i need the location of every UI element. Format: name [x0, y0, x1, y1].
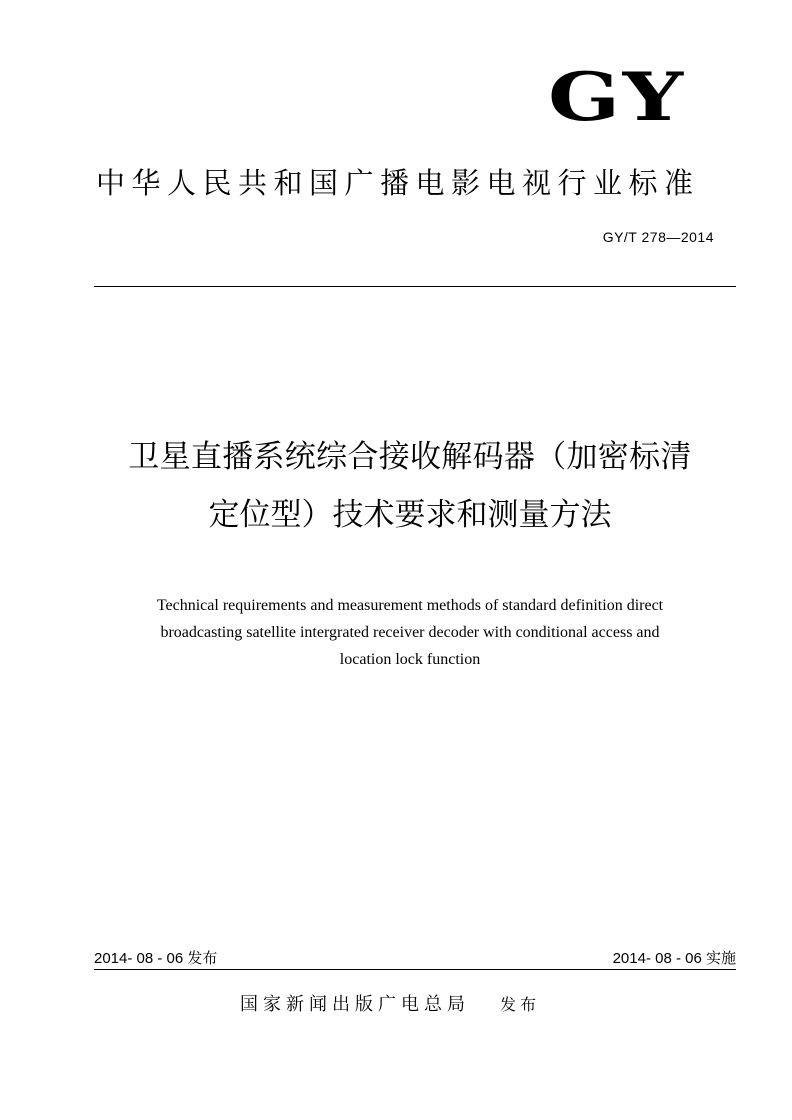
publish-label: 发布	[500, 995, 541, 1014]
implementation-date: 2014- 08 - 06 实施	[612, 950, 736, 967]
standard-number: GY/T 278—2014	[602, 229, 714, 245]
publisher-name: 国家新闻出版广电总局	[240, 994, 470, 1015]
english-title-line-3: location lock function	[339, 651, 481, 668]
english-title-line-2: broadcasting satellite intergrated receiver decoder with conditional access and	[160, 624, 660, 641]
chinese-title	[60, 428, 760, 544]
top-divider	[94, 286, 736, 287]
issue-date: 2014- 08 - 06 发布	[94, 950, 218, 967]
date-row	[94, 949, 736, 969]
publisher-row	[240, 993, 540, 1017]
english-title-line-1: Technical requirements and measurement methods of standard definition direct	[156, 597, 664, 614]
industry-standard-title: 中华人民共和国广播电影电视行业标准	[96, 166, 700, 200]
chinese-title-line-1: 卫星直播系统综合接收解码器（加密标清	[128, 439, 692, 475]
bottom-divider	[94, 969, 736, 970]
chinese-title-line-2: 定位型）技术要求和测量方法	[208, 497, 612, 533]
gy-logo: GY	[548, 58, 686, 136]
english-title	[80, 592, 740, 673]
